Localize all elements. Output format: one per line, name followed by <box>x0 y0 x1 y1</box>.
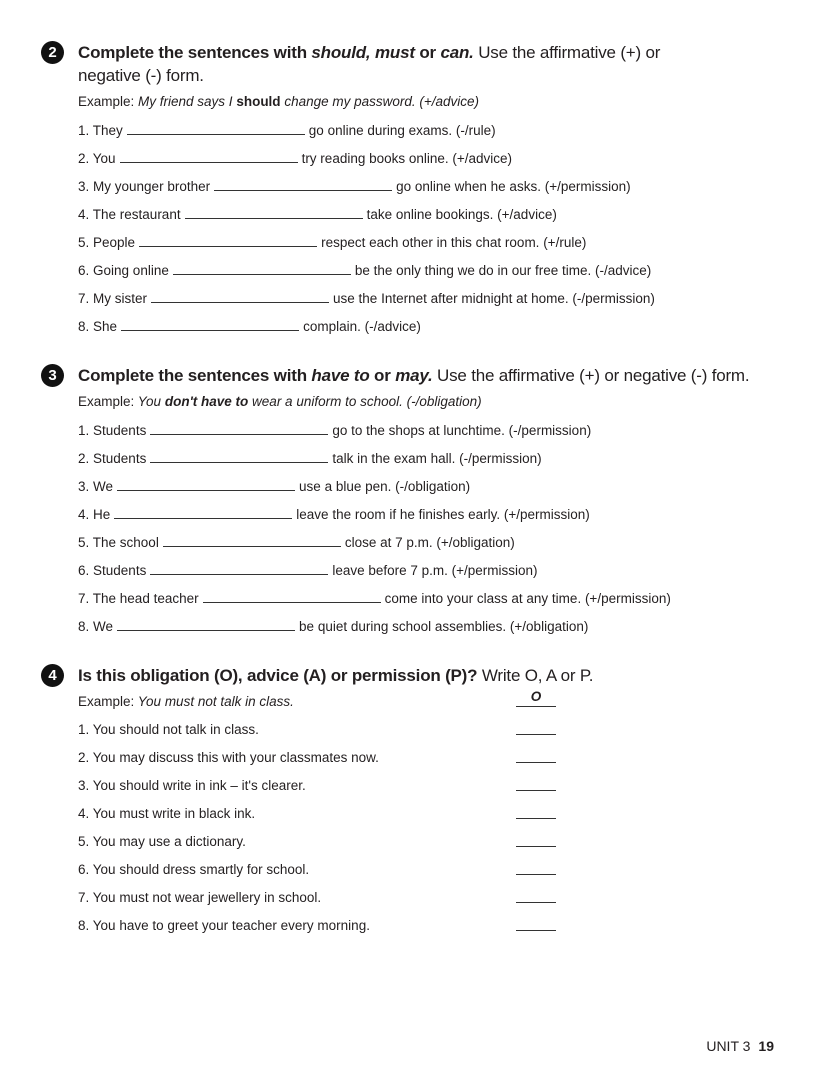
example-label: Example: <box>78 94 135 109</box>
exercise-number-badge: 2 <box>41 41 64 64</box>
item-suffix: leave the room if he finishes early. (+/permission) <box>296 507 590 522</box>
item-text: You should dress smartly for school. <box>92 862 310 877</box>
item-number: 7. <box>78 291 90 306</box>
item-number: 8. <box>78 319 90 334</box>
item-suffix: be quiet during school assemblies. (+/obligation) <box>299 619 589 634</box>
answer-blank[interactable] <box>516 858 556 875</box>
exercise-number-badge: 4 <box>41 664 64 687</box>
item-number: 1. <box>78 123 90 138</box>
example-label: Example: <box>78 694 135 709</box>
classify-item <box>78 916 370 936</box>
gap-fill-item <box>78 588 671 609</box>
answer-blank[interactable] <box>121 316 299 331</box>
gap-fill-item <box>78 448 542 469</box>
answer-blank[interactable] <box>117 616 295 631</box>
example-text: My friend says I <box>134 94 237 109</box>
item-prefix: We <box>93 479 114 494</box>
example-label: Example: <box>78 394 135 409</box>
item-prefix: My younger brother <box>93 179 211 194</box>
item-prefix: My sister <box>93 291 148 306</box>
item-suffix: use a blue pen. (-/obligation) <box>299 479 471 494</box>
item-text: You should not talk in class. <box>92 722 259 737</box>
gap-fill-item <box>78 532 515 553</box>
item-number: 3. <box>78 778 90 793</box>
item-prefix: She <box>93 319 118 334</box>
answer-blank[interactable] <box>150 420 328 435</box>
answer-blank[interactable] <box>214 176 392 191</box>
item-suffix: respect each other in this chat room. (+/rule) <box>321 235 587 250</box>
item-number: 7. <box>78 591 90 606</box>
title-bold: Is this obligation (O), advice (A) or permission (P)? <box>78 666 478 685</box>
example-text: change my password. (+/advice) <box>280 94 480 109</box>
item-number: 5. <box>78 235 90 250</box>
example-text: You must not talk in class. <box>134 694 294 709</box>
example <box>78 692 294 712</box>
title-text: negative (-) form. <box>78 66 204 85</box>
item-suffix: talk in the exam hall. (-/permission) <box>332 451 542 466</box>
answer-blank[interactable] <box>185 204 363 219</box>
item-prefix: They <box>92 123 123 138</box>
item-number: 6. <box>78 263 90 278</box>
exercise-instructions <box>78 364 758 387</box>
item-suffix: use the Internet after midnight at home. (-/permission) <box>333 291 655 306</box>
item-suffix: go to the shops at lunchtime. (-/permission) <box>332 423 592 438</box>
item-text: You must write in black ink. <box>92 806 256 821</box>
item-number: 2. <box>78 151 90 166</box>
item-prefix: We <box>93 619 114 634</box>
gap-fill-item <box>78 120 496 141</box>
title-bold: Complete the sentences with <box>78 366 312 385</box>
title-keyword: should, must <box>311 43 415 62</box>
item-prefix: People <box>93 235 136 250</box>
gap-fill-item <box>78 616 588 637</box>
classify-item <box>78 804 255 824</box>
item-text: You have to greet your teacher every morning. <box>92 918 370 933</box>
item-text: You may discuss this with your classmates now. <box>92 750 379 765</box>
classify-item <box>78 720 259 740</box>
page-footer <box>706 1038 774 1054</box>
item-prefix: Students <box>93 423 147 438</box>
answer-blank[interactable] <box>163 532 341 547</box>
item-number: 5. <box>78 834 90 849</box>
item-number: 2. <box>78 451 90 466</box>
answer-blank[interactable] <box>516 830 556 847</box>
gap-fill-item <box>78 504 590 525</box>
answer-blank[interactable] <box>516 802 556 819</box>
item-number: 4. <box>78 507 90 522</box>
page-number: 19 <box>758 1038 774 1054</box>
exercise-instructions <box>78 41 758 87</box>
answer-blank[interactable] <box>516 886 556 903</box>
title-keyword: may. <box>395 366 433 385</box>
answer-blank[interactable] <box>516 914 556 931</box>
example-answer: should <box>236 94 281 109</box>
item-number: 2. <box>78 750 90 765</box>
gap-fill-item <box>78 148 512 169</box>
item-suffix: complain. (-/advice) <box>303 319 421 334</box>
item-prefix: The restaurant <box>92 207 181 222</box>
item-number: 5. <box>78 535 90 550</box>
item-number: 6. <box>78 862 90 877</box>
gap-fill-item <box>78 560 538 581</box>
title-keyword: can. <box>440 43 474 62</box>
item-suffix: go online when he asks. (+/permission) <box>396 179 631 194</box>
gap-fill-item <box>78 476 470 497</box>
item-number: 1. <box>78 423 90 438</box>
item-suffix: be the only thing we do in our free time. (-/advice) <box>354 263 652 278</box>
item-prefix: You <box>92 151 116 166</box>
exercise-instructions <box>78 664 758 687</box>
gap-fill-item <box>78 176 631 197</box>
answer-blank[interactable] <box>516 746 556 763</box>
title-text: Write O, A or P. <box>477 666 594 685</box>
gap-fill-item <box>78 288 655 309</box>
item-suffix: take online bookings. (+/advice) <box>366 207 557 222</box>
item-prefix: The school <box>92 535 159 550</box>
item-suffix: close at 7 p.m. (+/obligation) <box>344 535 515 550</box>
example-text: You <box>134 394 165 409</box>
item-number: 6. <box>78 563 90 578</box>
gap-fill-item <box>78 316 421 337</box>
answer-blank[interactable] <box>139 232 317 247</box>
gap-fill-item <box>78 204 557 225</box>
answer-blank[interactable] <box>150 448 328 463</box>
classify-item <box>78 748 379 768</box>
answer-blank[interactable] <box>173 260 351 275</box>
example-answer: O <box>516 690 556 707</box>
classify-item <box>78 776 306 796</box>
gap-fill-item <box>78 232 586 253</box>
item-text: You should write in ink – it's clearer. <box>92 778 306 793</box>
classify-item <box>78 888 321 908</box>
answer-blank[interactable] <box>150 560 328 575</box>
title-text: Use the affirmative (+) or <box>473 43 661 62</box>
item-number: 3. <box>78 479 90 494</box>
item-number: 4. <box>78 806 90 821</box>
item-suffix: go online during exams. (-/rule) <box>308 123 496 138</box>
item-number: 3. <box>78 179 90 194</box>
exercise-number-badge: 3 <box>41 364 64 387</box>
item-suffix: try reading books online. (+/advice) <box>301 151 513 166</box>
example <box>78 92 479 112</box>
title-bold: or <box>414 43 441 62</box>
gap-fill-item <box>78 260 651 281</box>
item-prefix: Students <box>93 451 147 466</box>
classify-item <box>78 860 309 880</box>
item-number: 4. <box>78 207 90 222</box>
item-prefix: Students <box>93 563 147 578</box>
answer-blank[interactable] <box>203 588 381 603</box>
item-number: 1. <box>78 722 90 737</box>
answer-blank[interactable] <box>127 120 305 135</box>
answer-blank[interactable] <box>516 774 556 791</box>
item-text: You must not wear jewellery in school. <box>92 890 322 905</box>
example <box>78 392 482 412</box>
title-text: Use the affirmative (+) or negative (-) form. <box>432 366 750 385</box>
example-text: wear a uniform to school. (-/obligation) <box>248 394 482 409</box>
item-prefix: The head teacher <box>92 591 199 606</box>
answer-blank[interactable] <box>120 148 298 163</box>
classify-item <box>78 832 246 852</box>
title-bold: Complete the sentences with <box>78 43 312 62</box>
answer-blank[interactable] <box>117 476 295 491</box>
answer-blank[interactable] <box>114 504 292 519</box>
title-bold: or <box>369 366 396 385</box>
answer-blank[interactable] <box>516 718 556 735</box>
item-prefix: Going online <box>93 263 169 278</box>
item-number: 8. <box>78 918 90 933</box>
unit-label: UNIT 3 <box>706 1038 751 1054</box>
item-number: 8. <box>78 619 90 634</box>
answer-blank[interactable] <box>151 288 329 303</box>
item-suffix: come into your class at any time. (+/permission) <box>384 591 671 606</box>
item-prefix: He <box>93 507 111 522</box>
example-answer: don't have to <box>164 394 249 409</box>
item-text: You may use a dictionary. <box>92 834 246 849</box>
item-suffix: leave before 7 p.m. (+/permission) <box>332 563 538 578</box>
item-number: 7. <box>78 890 90 905</box>
title-keyword: have to <box>311 366 370 385</box>
gap-fill-item <box>78 420 591 441</box>
